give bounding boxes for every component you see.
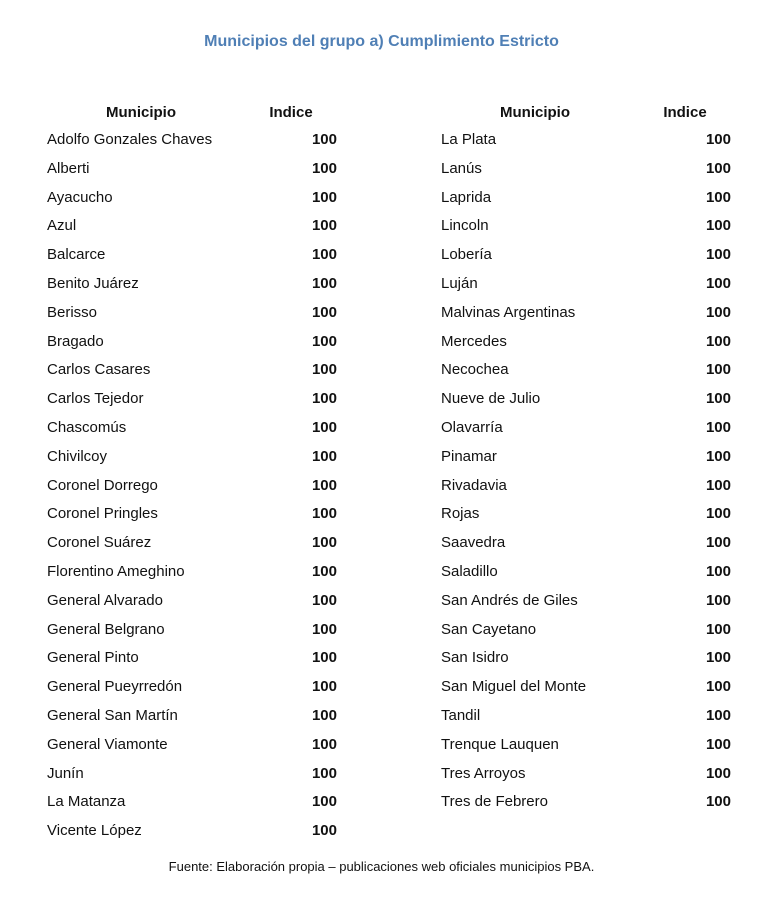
- municipio-name: Adolfo Gonzales Chaves: [47, 131, 213, 148]
- indice-value: 100: [311, 764, 337, 782]
- indice-value: 100: [311, 649, 337, 667]
- municipio-name: Tandil: [441, 706, 481, 724]
- municipio-name: San Miguel del Monte: [441, 678, 587, 696]
- indice-value: 100: [311, 303, 337, 321]
- indice-value: 100: [311, 131, 337, 148]
- indice-value: 100: [311, 505, 337, 523]
- table-row: [439, 443, 739, 472]
- table-row: [439, 731, 739, 760]
- municipio-name: Rivadavia: [441, 476, 507, 494]
- table-row: [439, 126, 739, 155]
- indice-value: 100: [311, 217, 337, 235]
- indice-value: 100: [705, 390, 731, 408]
- indice-value: 100: [705, 131, 731, 148]
- table-row: [45, 443, 345, 472]
- table-row: [45, 241, 345, 270]
- municipio-name: Coronel Suárez: [47, 534, 152, 552]
- indice-value: 100: [311, 447, 337, 465]
- municipio-name: Chascomús: [47, 418, 127, 436]
- municipio-name: Tres de Febrero: [441, 793, 548, 811]
- municipio-name: Vicente López: [47, 822, 142, 840]
- table-row: [439, 472, 739, 501]
- table-row: [45, 500, 345, 529]
- indice-value: 100: [311, 678, 337, 696]
- indice-value: 100: [311, 332, 337, 350]
- indice-value: 100: [311, 534, 337, 552]
- municipio-name: Saavedra: [441, 534, 506, 552]
- municipio-name: La Matanza: [47, 793, 126, 811]
- table-row: [45, 616, 345, 645]
- municipio-name: General Alvarado: [47, 591, 163, 609]
- table-row: [45, 472, 345, 501]
- table-row: [45, 155, 345, 184]
- municipio-name: Azul: [47, 217, 77, 235]
- indice-value: 100: [705, 562, 731, 580]
- table-row: [439, 270, 739, 299]
- indice-value: 100: [705, 274, 731, 292]
- table-row: [45, 212, 345, 241]
- municipio-name: Trenque Lauquen: [441, 735, 559, 753]
- table-row: [45, 673, 345, 702]
- table-row: [45, 731, 345, 760]
- table-row: [439, 212, 739, 241]
- indice-value: 100: [705, 591, 731, 609]
- table-row: [439, 385, 739, 414]
- municipio-name: Nueve de Julio: [441, 390, 541, 408]
- municipio-name: Carlos Tejedor: [47, 390, 144, 408]
- municipios-table-left: [45, 100, 345, 846]
- municipio-name: Benito Juárez: [47, 274, 139, 292]
- municipio-name: General San Martín: [47, 706, 178, 724]
- indice-value: 100: [705, 764, 731, 782]
- municipio-name: Pinamar: [441, 447, 497, 465]
- municipio-name: Carlos Casares: [47, 361, 151, 379]
- municipio-name: San Isidro: [441, 649, 509, 667]
- indice-value: 100: [705, 303, 731, 321]
- table-row: [45, 587, 345, 616]
- municipio-name: General Viamonte: [47, 735, 168, 753]
- municipio-name: Lincoln: [441, 217, 489, 235]
- table-row: [439, 414, 739, 443]
- table-row: [439, 644, 739, 673]
- indice-value: 100: [705, 735, 731, 753]
- indice-value: 100: [311, 735, 337, 753]
- municipio-name: Ayacucho: [47, 188, 113, 206]
- municipio-name: Coronel Pringles: [47, 505, 158, 523]
- table-row: [439, 155, 739, 184]
- table-row: [45, 644, 345, 673]
- indice-value: 100: [311, 591, 337, 609]
- indice-value: 100: [311, 159, 337, 177]
- document-title: Municipios del grupo a) Cumplimiento Estricto: [204, 33, 559, 50]
- indice-value: 100: [705, 332, 731, 350]
- indice-value: 100: [705, 649, 731, 667]
- municipio-name: Florentino Ameghino: [47, 562, 185, 580]
- table-row: [439, 529, 739, 558]
- municipio-name: Lobería: [441, 246, 492, 264]
- municipio-name: Junín: [47, 764, 84, 782]
- table-row: [45, 558, 345, 587]
- table-row: [439, 673, 739, 702]
- municipio-name: Alberti: [47, 159, 90, 177]
- indice-value: 100: [705, 246, 731, 264]
- indice-value: 100: [311, 476, 337, 494]
- municipio-name: Mercedes: [441, 332, 507, 350]
- table-row: [45, 760, 345, 789]
- indice-value: 100: [705, 447, 731, 465]
- table-row: [45, 184, 345, 213]
- municipio-name: General Belgrano: [47, 620, 165, 638]
- municipio-name: San Cayetano: [441, 620, 537, 638]
- indice-value: 100: [705, 418, 731, 436]
- indice-value: 100: [705, 793, 731, 811]
- table-body: [45, 126, 345, 846]
- indice-value: 100: [705, 706, 731, 724]
- indice-value: 100: [705, 534, 731, 552]
- table-row: [45, 126, 345, 155]
- municipio-name: Luján: [441, 274, 478, 292]
- municipio-name: General Pinto: [47, 649, 139, 667]
- municipios-table-right: [439, 100, 739, 817]
- municipio-name: Necochea: [441, 361, 509, 379]
- table-row: [439, 788, 739, 817]
- table-header: [45, 100, 345, 126]
- table-row: [439, 328, 739, 357]
- municipio-name: La Plata: [441, 131, 497, 148]
- table-row: [45, 702, 345, 731]
- column-header-municipio: Municipio: [500, 104, 570, 121]
- indice-value: 100: [311, 188, 337, 206]
- table-row: [439, 241, 739, 270]
- municipio-name: Chivilcoy: [47, 447, 108, 465]
- indice-value: 100: [311, 822, 337, 840]
- indice-value: 100: [311, 274, 337, 292]
- municipio-name: Saladillo: [441, 562, 498, 580]
- table-row: [439, 702, 739, 731]
- table-row: [45, 529, 345, 558]
- table-row: [439, 616, 739, 645]
- indice-value: 100: [311, 418, 337, 436]
- indice-value: 100: [705, 620, 731, 638]
- table-row: [439, 587, 739, 616]
- table-row: [439, 184, 739, 213]
- municipio-name: Rojas: [441, 505, 480, 523]
- municipio-name: San Andrés de Giles: [441, 591, 578, 609]
- table-body: [439, 126, 739, 817]
- indice-value: 100: [311, 390, 337, 408]
- indice-value: 100: [705, 678, 731, 696]
- table-row: [439, 356, 739, 385]
- column-header-indice: Indice: [269, 104, 313, 121]
- indice-value: 100: [705, 188, 731, 206]
- indice-value: 100: [705, 361, 731, 379]
- indice-value: 100: [311, 620, 337, 638]
- table-row: [45, 299, 345, 328]
- municipio-name: Lanús: [441, 159, 482, 177]
- table-row: [439, 500, 739, 529]
- table-row: [45, 385, 345, 414]
- table-row: [45, 788, 345, 817]
- table-row: [439, 558, 739, 587]
- table-row: [45, 817, 345, 846]
- municipio-name: Berisso: [47, 303, 98, 321]
- indice-value: 100: [311, 562, 337, 580]
- column-header-municipio: Municipio: [106, 104, 176, 121]
- table-row: [439, 299, 739, 328]
- indice-value: 100: [311, 706, 337, 724]
- indice-value: 100: [311, 793, 337, 811]
- municipio-name: Balcarce: [47, 246, 106, 264]
- table-row: [45, 414, 345, 443]
- municipio-name: General Pueyrredón: [47, 678, 183, 696]
- municipio-name: Tres Arroyos: [441, 764, 526, 782]
- indice-value: 100: [705, 217, 731, 235]
- municipio-name: Laprida: [441, 188, 492, 206]
- table-header: [439, 100, 739, 126]
- indice-value: 100: [705, 159, 731, 177]
- indice-value: 100: [311, 246, 337, 264]
- indice-value: 100: [705, 505, 731, 523]
- column-header-indice: Indice: [663, 104, 707, 121]
- source-note: Fuente: Elaboración propia – publicaciones web oficiales municipios PBA.: [168, 859, 595, 874]
- table-row: [439, 760, 739, 789]
- municipio-name: Olavarría: [441, 418, 503, 436]
- table-row: [45, 328, 345, 357]
- municipio-name: Malvinas Argentinas: [441, 303, 576, 321]
- municipio-name: Bragado: [47, 332, 104, 350]
- indice-value: 100: [311, 361, 337, 379]
- table-row: [45, 270, 345, 299]
- table-row: [45, 356, 345, 385]
- indice-value: 100: [705, 476, 731, 494]
- municipio-name: Coronel Dorrego: [47, 476, 158, 494]
